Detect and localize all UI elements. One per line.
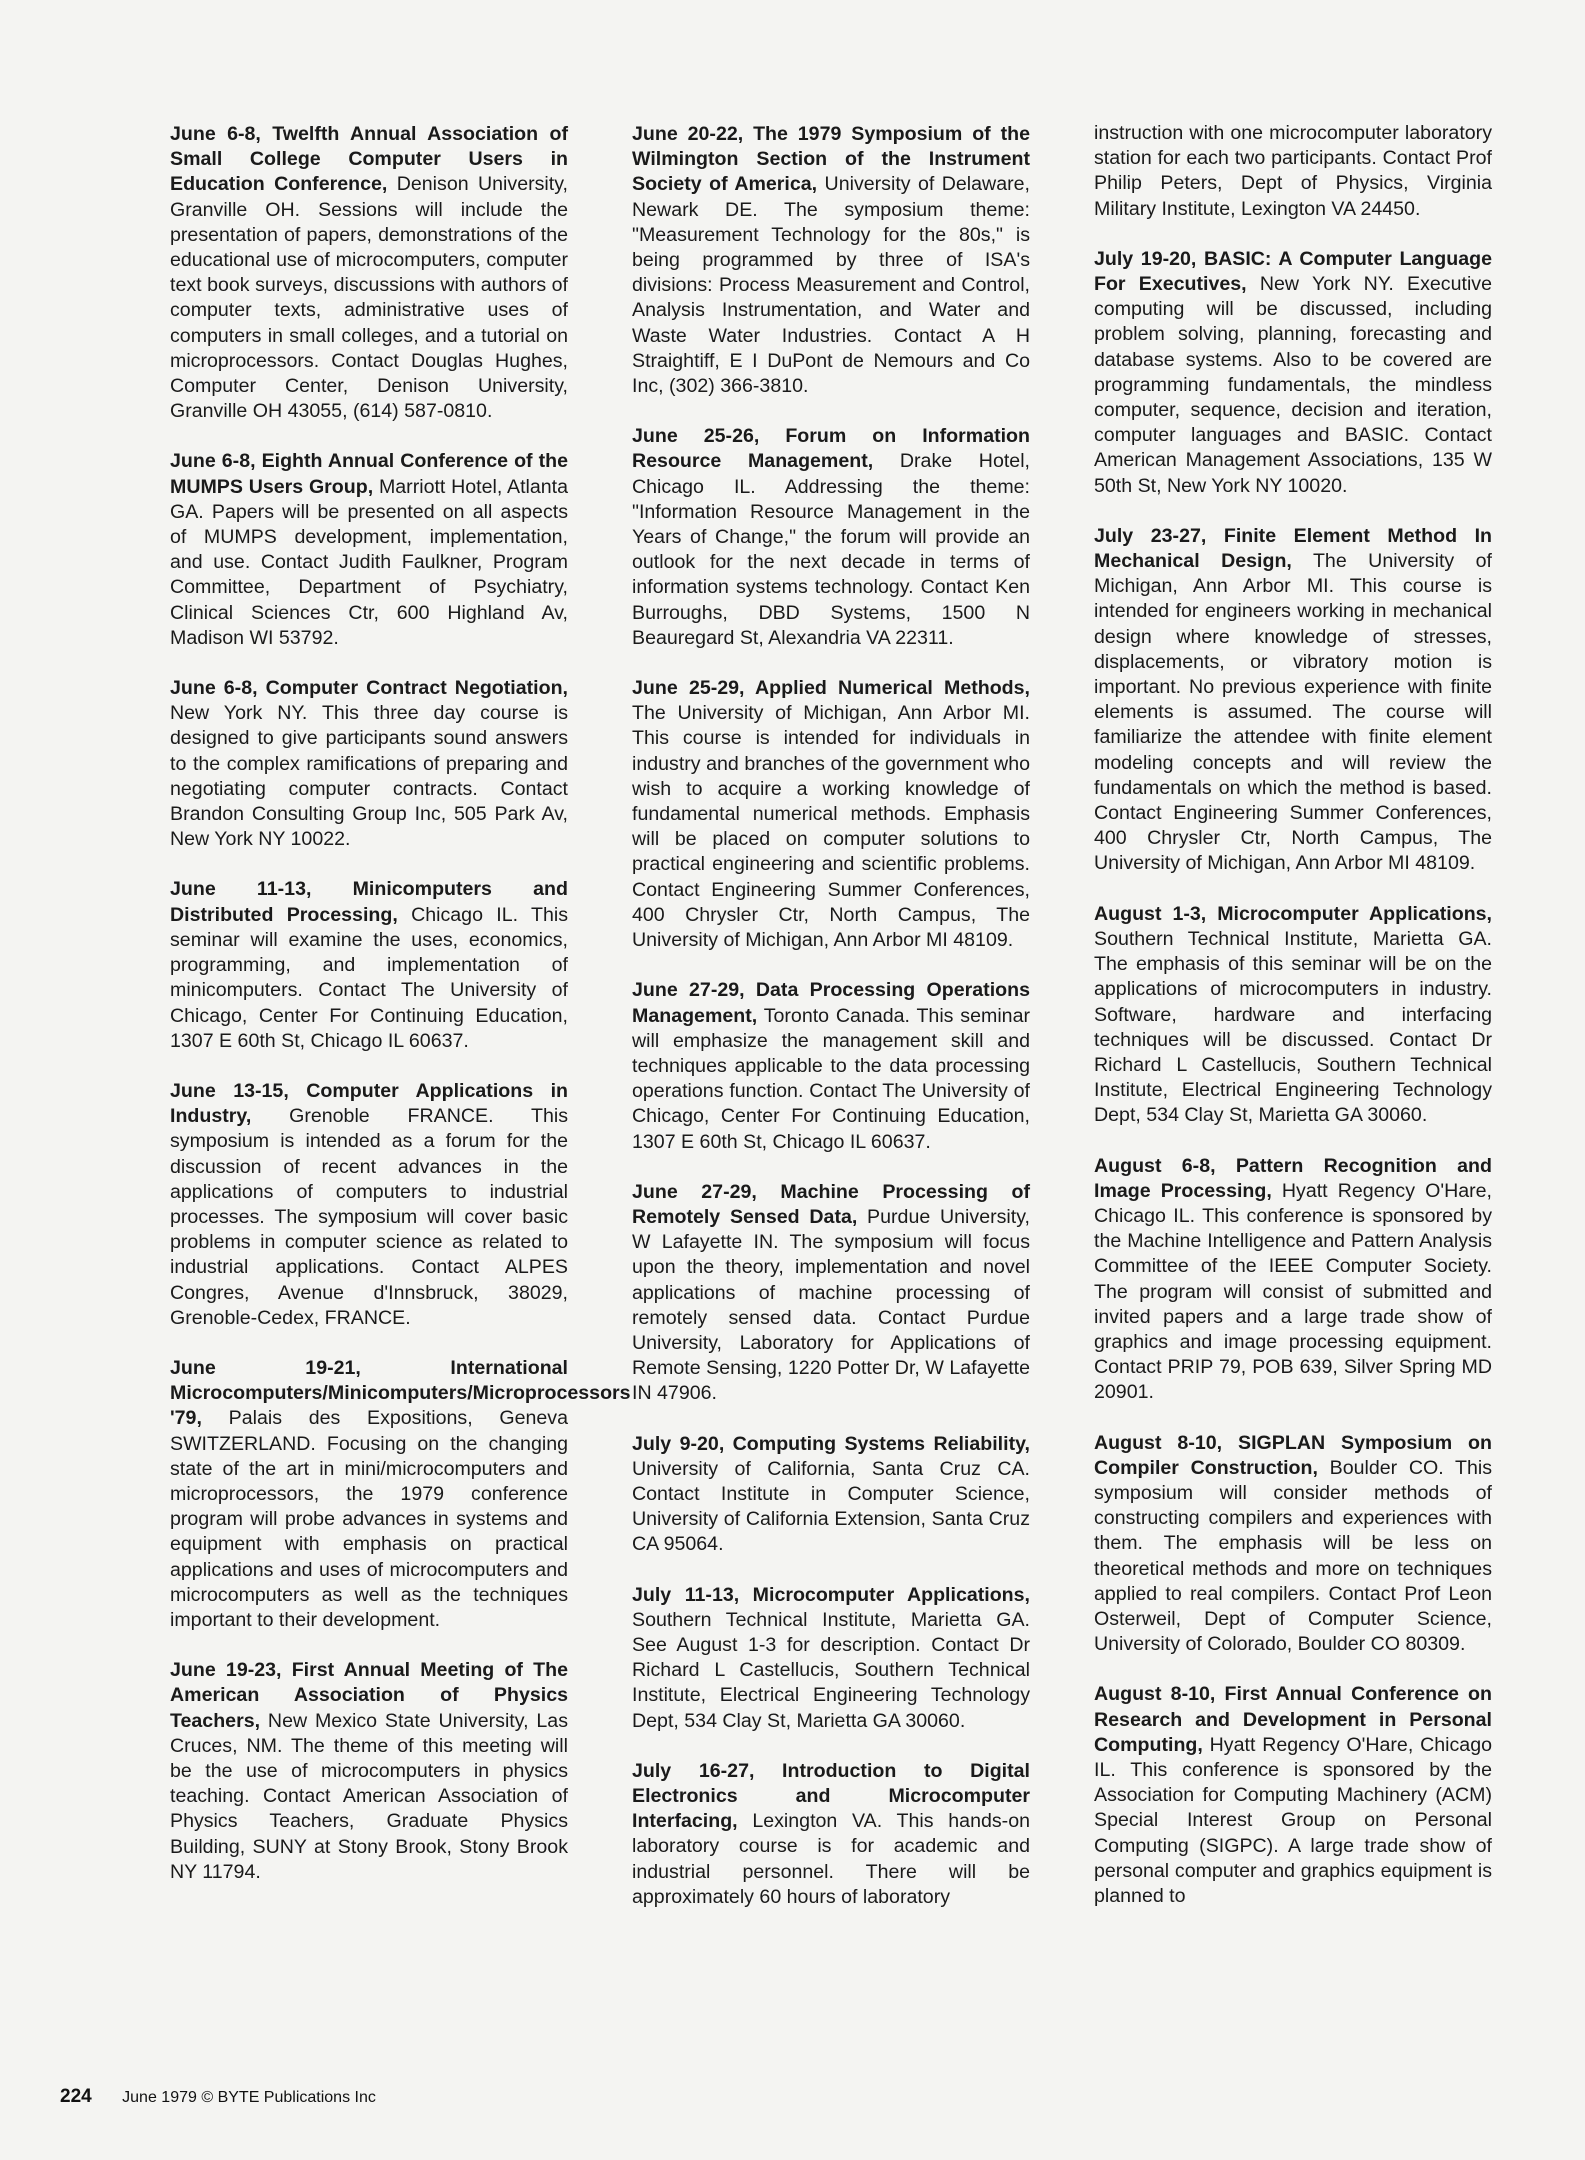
event-heading: July 19-20, BASIC: A Computer Language For Executives, [1094,247,1492,296]
event-heading: June 25-29, Applied Numerical Methods, [632,677,1030,700]
event-heading: August 1-3, Microcomputer Applications, [1094,902,1492,925]
event-heading: June 19-21, International Microcomputers/Minicomputers/Microprocessors '79, [170,1356,631,1430]
event-listing [1094,247,1492,499]
column-1 [170,122,631,1910]
event-heading: June 19-23, First Annual Meeting of The American Association of Physics Teachers, [170,1659,568,1732]
event-listing [170,1079,568,1331]
event-text [170,123,568,422]
event-text [632,1584,1030,1732]
event-listing [632,1583,1030,1734]
event-description: Palais des Expositions, Geneva SWITZERLAND. Focusing on the changing state of the art in mini/microcomputers and microprocessors, the 1979 conference program will probe advances in systems and equipment with emphasis on practical applications and uses of microcomputers and microcomputers as well as the techniques important to their development. [170,1407,568,1631]
event-description: Toronto Canada. This seminar will emphasize the management skill and techniques applicable to the data processing operations function. Contact The University of Chicago, Center For Continuing Education, 1307 E 60th St, Chicago IL 60637. [632,1004,1030,1153]
event-heading: June 11-13, Minicomputers and Distributed Processing, [170,878,568,926]
event-description: New York NY. Executive computing will be discussed, including problem solving, planning, forecasting and database systems. Also to be covered are programming fundamentals, the mindless computer, sequence, decision and iteration, computer languages and BASIC. Contact American Management Associations, 135 W 50th St, New York NY 10020. [1094,273,1492,497]
event-heading: June 6-8, Computer Contract Negotiation, [170,677,568,700]
event-heading: August 8-10, SIGPLAN Symposium on Compiler Construction, [1094,1431,1492,1479]
event-text [1094,1155,1492,1404]
event-description: Marriott Hotel, Atlanta GA. Papers will be presented on all aspects of MUMPS development, implementation, and use. Contact Judith Faulkner, Program Committee, Department of Psychiatry, Clinical Sciences Ctr, 600 Highland Av, Madison WI 53792. [170,475,568,649]
event-text [632,425,1030,649]
event-listing [1094,902,1492,1129]
event-heading: July 16-27, Introduction to Digital Electronics and Microcomputer Interfacing, [632,1759,1030,1833]
event-heading: June 20-22, The 1979 Symposium of the Wilmington Section of the Instrument Society of America, [632,123,1030,196]
event-listing [632,122,1030,399]
column-3 [1094,121,1492,1934]
event-text [1094,525,1492,875]
event-heading: June 6-8, Eighth Annual Conference of the MUMPS Users Group, [170,450,568,498]
event-description: The University of Michigan, Ann Arbor MI. This course is intended for individuals in industry and branches of the government who wish to acquire a working knowledge of fundamental numerical methods. Emphasis will be placed on computer solutions to practical engineering and scientific problems. Contact Engineering Summer Conferences, 400 Chrysler Ctr, North Campus, The University of Michigan, Ann Arbor MI 48109. [632,702,1030,952]
event-heading: June 6-8, Twelfth Annual Association of Small College Computer Users in Education Conference, [170,123,568,196]
event-text [632,1181,1030,1405]
event-text [170,878,568,1051]
event-listing [632,1180,1030,1407]
event-description: Grenoble FRANCE. This symposium is intended as a forum for the discussion of recent advances in the applications of computers to industrial processes. The symposium will cover basic problems in computer science as related to industrial applications. Contact ALPES Congres, Avenue d'Innsbruck, 38029, Grenoble-Cedex, FRANCE. [170,1105,568,1329]
page-footer [60,2086,376,2108]
event-listing [170,877,568,1053]
event-listing [1094,1431,1492,1658]
event-text [1094,1683,1492,1907]
event-heading: June 27-29, Data Processing Operations Management, [632,979,1030,1027]
event-listing [632,424,1030,651]
event-text [170,1080,568,1329]
event-description: Boulder CO. This symposium will consider methods of constructing compilers and experiences with them. The emphasis will be less on theoretical methods and more on techniques applied to real compilers. Contact Prof Leon Osterweil, Dept of Computer Science, University of Colorado, Boulder CO 80309. [1094,1456,1492,1656]
event-text [1094,903,1492,1127]
event-text [632,979,1030,1152]
event-text [632,123,1030,397]
event-text [1094,122,1492,220]
event-description: instruction with one microcomputer laboratory station for each two participants. Contact Prof Philip Peters, Dept of Physics, Virginia Military Institute, Lexington VA 24450. [1094,122,1492,220]
event-listing [170,449,568,651]
event-heading: August 6-8, Pattern Recognition and Image Processing, [1094,1154,1492,1202]
event-description: Drake Hotel, Chicago IL. Addressing the theme: "Information Resource Management in the Years of Change," the forum will provide an outlook for the next decade in terms of information systems technology. Contact Ken Burroughs, DBD Systems, 1500 N Beauregard St, Alexandria VA 22311. [632,450,1030,649]
event-listing [1094,524,1492,877]
event-description: Southern Technical Institute, Marietta GA. The emphasis of this seminar will be on the applications of microcomputers in industry. Software, hardware and interfacing techniques will be discussed. Contact Dr Richard L Castellucis, Southern Technical Institute, Electrical Engineering Technology Dept, 534 Clay St, Marietta GA 30060. [1094,927,1492,1127]
event-description: Hyatt Regency O'Hare, Chicago IL. This conference is sponsored by the Association for Computing Machinery (ACM) Special Interest Group on Personal Computing (SIGPC). A large trade show of personal computer and graphics equipment is planned to [1094,1733,1492,1907]
event-listing [170,1356,631,1633]
footer-credit: June 1979 © BYTE Publications Inc [122,2089,376,2106]
event-text [170,1659,568,1883]
event-listing [170,676,568,852]
event-listing [632,1432,1030,1558]
event-heading: June 25-26, Forum on Information Resource Management, [632,425,1030,473]
event-description: New Mexico State University, Las Cruces, NM. The theme of this meeting will be the use of microcomputers in physics teaching. Contact American Association of Physics Teachers, Graduate Physics Building, SUNY at Stony Brook, Stony Brook NY 11794. [170,1709,568,1883]
event-heading: June 13-15, Computer Applications in Industry, [170,1079,568,1128]
event-heading: July 9-20, Computing Systems Reliability, [632,1432,1030,1455]
event-text [170,677,568,850]
event-description: Purdue University, W Lafayette IN. The symposium will focus upon the theory, implementation and novel applications of machine processing of remotely sensed data. Contact Purdue University, Laboratory for Applications of Remote Sensing, 1220 Potter Dr, W Lafayette IN 47906. [632,1205,1030,1405]
event-description: University of California, Santa Cruz CA. Contact Institute in Computer Science, University of California Extension, Santa Cruz CA 95064. [632,1457,1030,1556]
event-listing [170,122,568,424]
event-listing [632,676,1030,953]
event-text [1094,248,1492,497]
event-listing [632,978,1030,1154]
event-listing [170,1658,568,1885]
event-listing [632,1759,1030,1910]
column-2 [632,122,1030,1935]
event-text [1094,1432,1492,1656]
event-heading: June 27-29, Machine Processing of Remotely Sensed Data, [632,1180,1030,1228]
event-listing [1094,1682,1492,1909]
event-description: New York NY. This three day course is designed to give participants sound answers to the complex ramifications of preparing and negotiating computer contracts. Contact Brandon Consulting Group Inc, 505 Park Av, New York NY 10022. [170,702,568,851]
event-heading: August 8-10, First Annual Conference on Research and Development in Personal Computing, [1094,1683,1492,1756]
page-number: 224 [60,2086,92,2107]
event-text [632,1433,1030,1556]
event-text [170,1357,631,1631]
event-description: Chicago IL. This seminar will examine the uses, economics, programming, and implementation of minicomputers. Contact The University of Chicago, Center For Continuing Education, 1307 E 60th St, Chicago IL 60637. [170,903,568,1052]
event-listing [1094,121,1492,222]
event-description: University of Delaware, Newark DE. The symposium theme: "Measurement Technology for the 80s," is being programmed by three of ISA's divisions: Process Measurement and Control, Analysis Instrumentation, and Water and Waste Water Industries. Contact A H Straightiff, E I DuPont de Nemours and Co Inc, (302) 366-3810. [632,173,1030,398]
event-listing [1094,1154,1492,1406]
event-heading: July 11-13, Microcomputer Applications, [632,1583,1030,1606]
event-description: Lexington VA. This hands-on laboratory course is for academic and industrial personnel. There will be approximately 60 hours of laboratory [632,1810,1030,1908]
event-description: Denison University, Granville OH. Sessions will include the presentation of papers, demonstrations of the educational use of microcomputers, computer text book surveys, discussions with authors of computer texts, administrative uses of computers in small colleges, and a tutorial on microprocessors. Contact Douglas Hughes, Computer Center, Denison University, Granville OH 43055, (614) 587-0810. [170,173,569,423]
event-description: Hyatt Regency O'Hare, Chicago IL. This conference is sponsored by the Machine Intelligence and Pattern Analysis Committee of the IEEE Computer Society. The program will consist of submitted and invited papers and a large trade show of graphics and image processing equipment. Contact PRIP 79, POB 639, Silver Spring MD 20901. [1094,1179,1492,1404]
event-heading: July 23-27, Finite Element Method In Mechanical Design, [1094,524,1492,573]
event-description: Southern Technical Institute, Marietta GA. See August 1-3 for description. Contact Dr Richard L Castellucis, Southern Technical Institute, Electrical Engineering Technology Dept, 534 Clay St, Marietta GA 30060. [632,1608,1030,1732]
event-text [632,677,1030,951]
event-text [170,450,568,648]
event-text [632,1760,1030,1908]
event-description: The University of Michigan, Ann Arbor MI. This course is intended for engineers working in mechanical design where knowledge of stresses, displacements, or vibratory motion is important. No previous experience with finite elements is assumed. The course will familiarize the attendee with finite element modeling concepts and will review the fundamentals on which the method is based. Contact Engineering Summer Conferences, 400 Chrysler Ctr, North Campus, The University of Michigan, Ann Arbor MI 48109. [1094,550,1492,875]
